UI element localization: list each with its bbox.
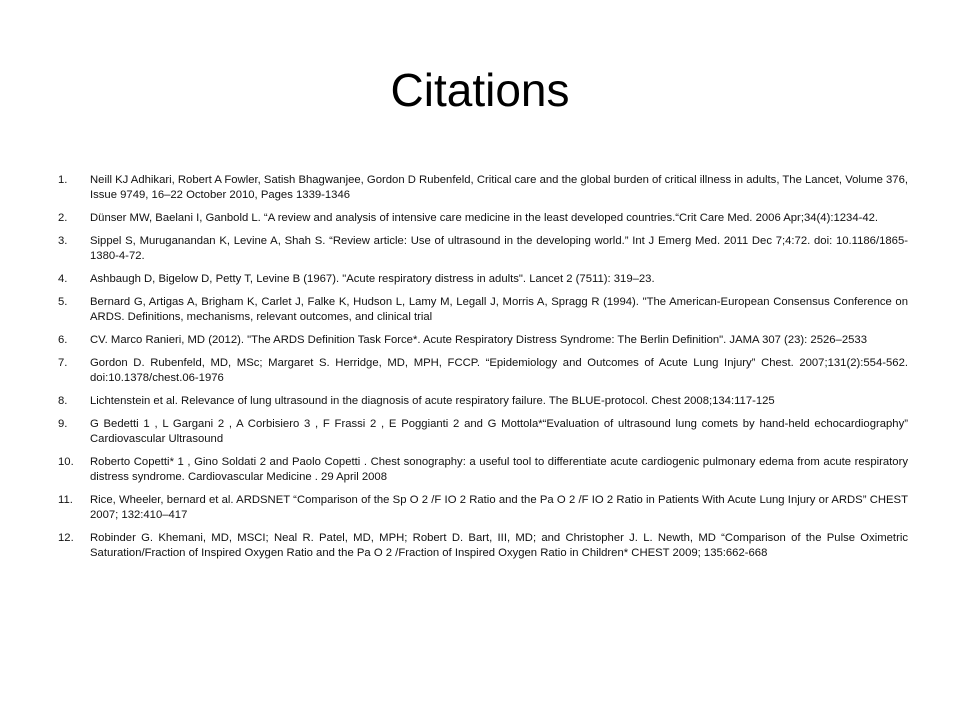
citation-text: CV. Marco Ranieri, MD (2012). "The ARDS Definition Task Force*. Acute Respiratory Distress Syndrome: The Berlin Definition". JAMA 307 (23): 2526–2533 [90,334,867,346]
citation-number: 2. [58,212,68,224]
citation-text: Neill KJ Adhikari, Robert A Fowler, Satish Bhagwanjee, Gordon D Rubenfeld, Critical care and the global burden of critical illness in adults, The Lancet, Volume 376, Issue 9749, 16–22 October 2010, Pages 1339-1346 [90,174,909,201]
citation-text: Ashbaugh D, Bigelow D, Petty T, Levine B (1967). "Acute respiratory distress in adults". Lancet 2 (7511): 319–23. [90,273,655,285]
citation-text: Roberto Copetti* 1 , Gino Soldati 2 and Paolo Copetti . Chest sonography: a useful tool to differentiate acute cardiogenic pulmonary edema from acute respiratory distress syndrome. Cardiovascular Medicine . 29 April 2008 [90,456,908,483]
citation-number: 7. [58,357,68,369]
citation-item [58,356,908,386]
citation-item [58,394,908,409]
citation-item [58,211,908,226]
citation-number: 4. [58,273,68,285]
citation-item [58,531,908,561]
citation-text: Robinder G. Khemani, MD, MSCI; Neal R. Patel, MD, MPH; Robert D. Bart, III, MD; and Christopher J. L. Newth, MD “Comparison of the Pulse Oximetric Saturation/Fraction of Inspired Oxygen Ratio and the Pa O 2 /Fraction of Inspired Oxygen Ratio in Children* CHEST 2009; 135:662-668 [90,532,908,559]
citation-text: G Bedetti 1 , L Gargani 2 , A Corbisiero 3 , F Frassi 2 , E Poggianti 2 and G Mottola*“Evaluation of ultrasound lung comets by hand-held echocardiography” Cardiovascular Ultrasound [90,418,908,445]
citation-item [58,272,908,287]
citation-item [58,173,908,203]
citation-list [58,173,908,569]
citation-number: 5. [58,296,68,308]
citation-item [58,455,908,485]
citation-item [58,295,908,325]
citation-item [58,234,908,264]
citation-number: 6. [58,334,68,346]
citation-text: Sippel S, Muruganandan K, Levine A, Shah S. “Review article: Use of ultrasound in the developing world.” Int J Emerg Med. 2011 Dec 7;4:72. doi: 10.1186/1865-1380-4-72. [90,235,908,262]
citation-text: Dünser MW, Baelani I, Ganbold L. “A review and analysis of intensive care medicine in the least developed countries.“Crit Care Med. 2006 Apr;34(4):1234-42. [90,212,879,224]
citation-text: Gordon D. Rubenfeld, MD, MSc; Margaret S. Herridge, MD, MPH, FCCP. “Epidemiology and Outcomes of Acute Lung Injury” Chest. 2007;131(2):554-562. doi:10.1378/chest.06-1976 [90,357,908,384]
citation-item [58,333,908,348]
citation-number: 11. [58,494,73,506]
slide-title: Citations [390,64,570,116]
citation-text: Lichtenstein et al. Relevance of lung ultrasound in the diagnosis of acute respiratory failure. The BLUE-protocol. Chest 2008;134:117-125 [90,395,775,407]
citation-text: Bernard G, Artigas A, Brigham K, Carlet J, Falke K, Hudson L, Lamy M, Legall J, Morris A, Spragg R (1994). "The American-European Consensus Conference on ARDS. Definitions, mechanisms, relevant outcomes, and clinical trial [90,296,908,323]
citation-number: 3. [58,235,68,247]
citation-item [58,417,908,447]
citation-item [58,493,908,523]
citation-number: 9. [58,418,68,430]
citation-number: 10. [58,456,74,468]
citation-number: 12. [58,532,74,544]
citation-number: 1. [58,174,68,186]
citation-text: Rice, Wheeler, bernard et al. ARDSNET “Comparison of the Sp O 2 /F IO 2 Ratio and the Pa O 2 /F IO 2 Ratio in Patients With Acute Lung Injury or ARDS” CHEST 2007; 132:410–417 [90,494,908,521]
citation-number: 8. [58,395,68,407]
